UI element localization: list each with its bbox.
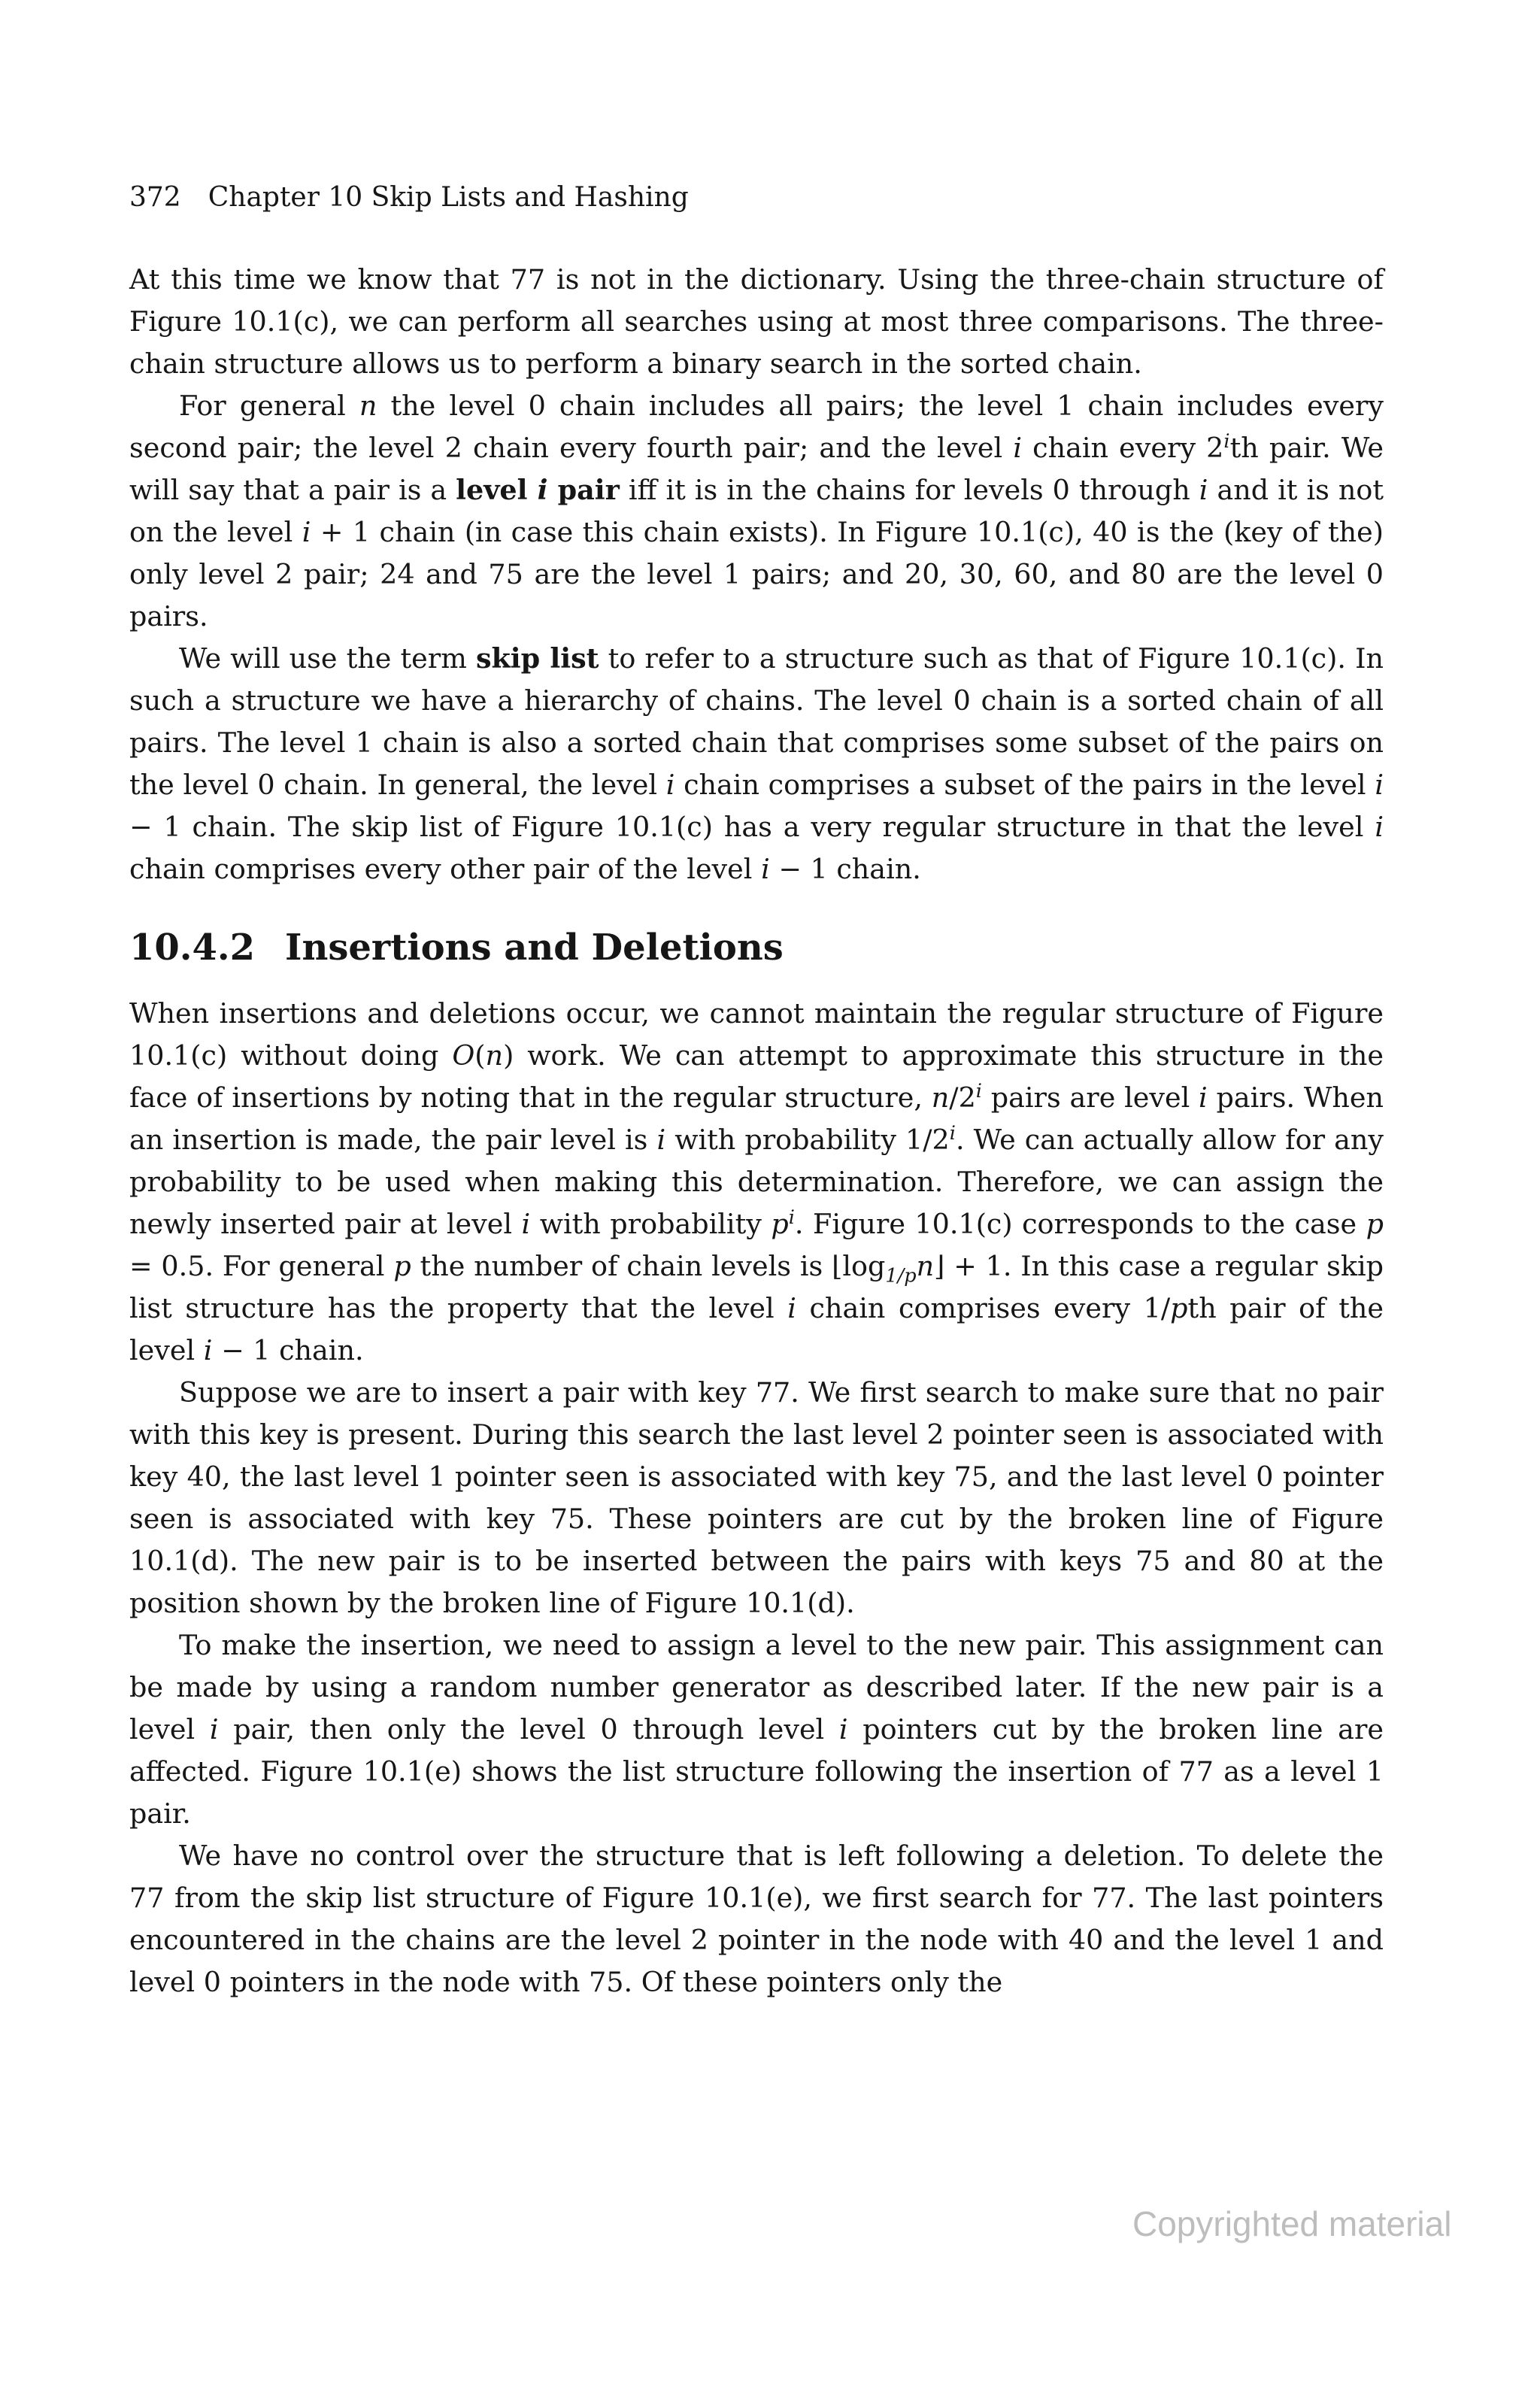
paragraph-4: When insertions and deletions occur, we cannot maintain the regular structure of Figure 10.1(c) without doing O(n) work. We can attempt to approximate this structure in the face of insertions by noting that in the regular structure, n/2$^i$ pairs are level i pairs. When an insertion is made, the pair level is i with probability 1/2$^i$. We can actually allow for any probability to be used when making this determination. Therefore, we can assign the newly inserted pair at level i with probability $p^i$. Figure 10.1(c) corresponds to the case p = 0.5. For general p the number of chain levels is $⌊\log_{1/p}n⌋ + 1$. In this case a regular skip list structure has the property that the level i chain comprises every 1/pth pair of the level i − 1 chain. [129, 997, 1384, 1366]
chapter-title: Chapter 10 Skip Lists and Hashing [208, 182, 689, 213]
copyright-watermark: Copyrighted material [1132, 2204, 1452, 2243]
paragraph-2: For general n the level 0 chain includes all pairs; the level 1 chain includes every second pair; the level 2 chain every fourth pair; and the level i chain every 2$^i$th pair. We will say that a pair is a level i pair iff it is in the chains for levels 0 through i and it is not on the level i + 1 chain (in case this chain exists). In Figure 10.1(c), 40 is the (key of the) only level 2 pair; 24 and 75 are the level 1 pairs; and 20, 30, 60, and 80 are the level 0 pairs. [129, 390, 1384, 632]
paragraph-7: We have no control over the structure that is left following a deletion. To delete the 77 from the skip list structure of Figure 10.1(e), we first search for 77. The last pointers encountered in the chains are the level 2 pointer in the node with 40 and the level 1 and level 0 pointers in the node with 75. Of these pointers only the [129, 1840, 1384, 1998]
section-heading [129, 925, 1384, 970]
term-level-i-pair: level i pair [456, 474, 620, 506]
paragraph-5: Suppose we are to insert a pair with key 77. We first search to make sure that no pair with this key is present. During this search the last level 2 pointer seen is associated with key 40, the last level 1 pointer seen is associated with key 75, and the last level 0 pointer seen is associated with key 75. These pointers are cut by the broken line of Figure 10.1(d). The new pair is to be inserted between the pairs with keys 75 and 80 at the position shown by the broken line of Figure 10.1(d). [129, 1376, 1384, 1619]
paragraph-1: At this time we know that 77 is not in the dictionary. Using the three-chain structure of Figure 10.1(c), we can perform all searches using at most three comparisons. The three-chain structure allows us to perform a binary search in the sorted chain. [129, 263, 1384, 380]
page-number: 372 [129, 182, 181, 213]
section-number: 10.4.2 [129, 927, 256, 969]
running-head [129, 179, 689, 217]
paragraph-3: We will use the term skip list to refer to a structure such as that of Figure 10.1(c). In such a structure we have a hierarchy of chains. The level 0 chain is a sorted chain of all pairs. The level 1 chain is also a sorted chain that comprises some subset of the pairs on the level 0 chain. In general, the level i chain comprises a subset of the pairs in the level i − 1 chain. The skip list of Figure 10.1(c) has a very regular structure in that the level i chain comprises every other pair of the level i − 1 chain. [129, 642, 1384, 885]
body-text [129, 259, 1384, 2003]
paragraph-6: To make the insertion, we need to assign a level to the new pair. This assignment can be made by using a random number generator as described later. If the new pair is a level i pair, then only the level 0 through level i pointers cut by the broken line are affected. Figure 10.1(e) shows the list structure following the insertion of 77 as a level 1 pair. [129, 1629, 1384, 1830]
term-skip-list: skip list [475, 642, 599, 675]
section-title: Insertions and Deletions [285, 927, 784, 969]
